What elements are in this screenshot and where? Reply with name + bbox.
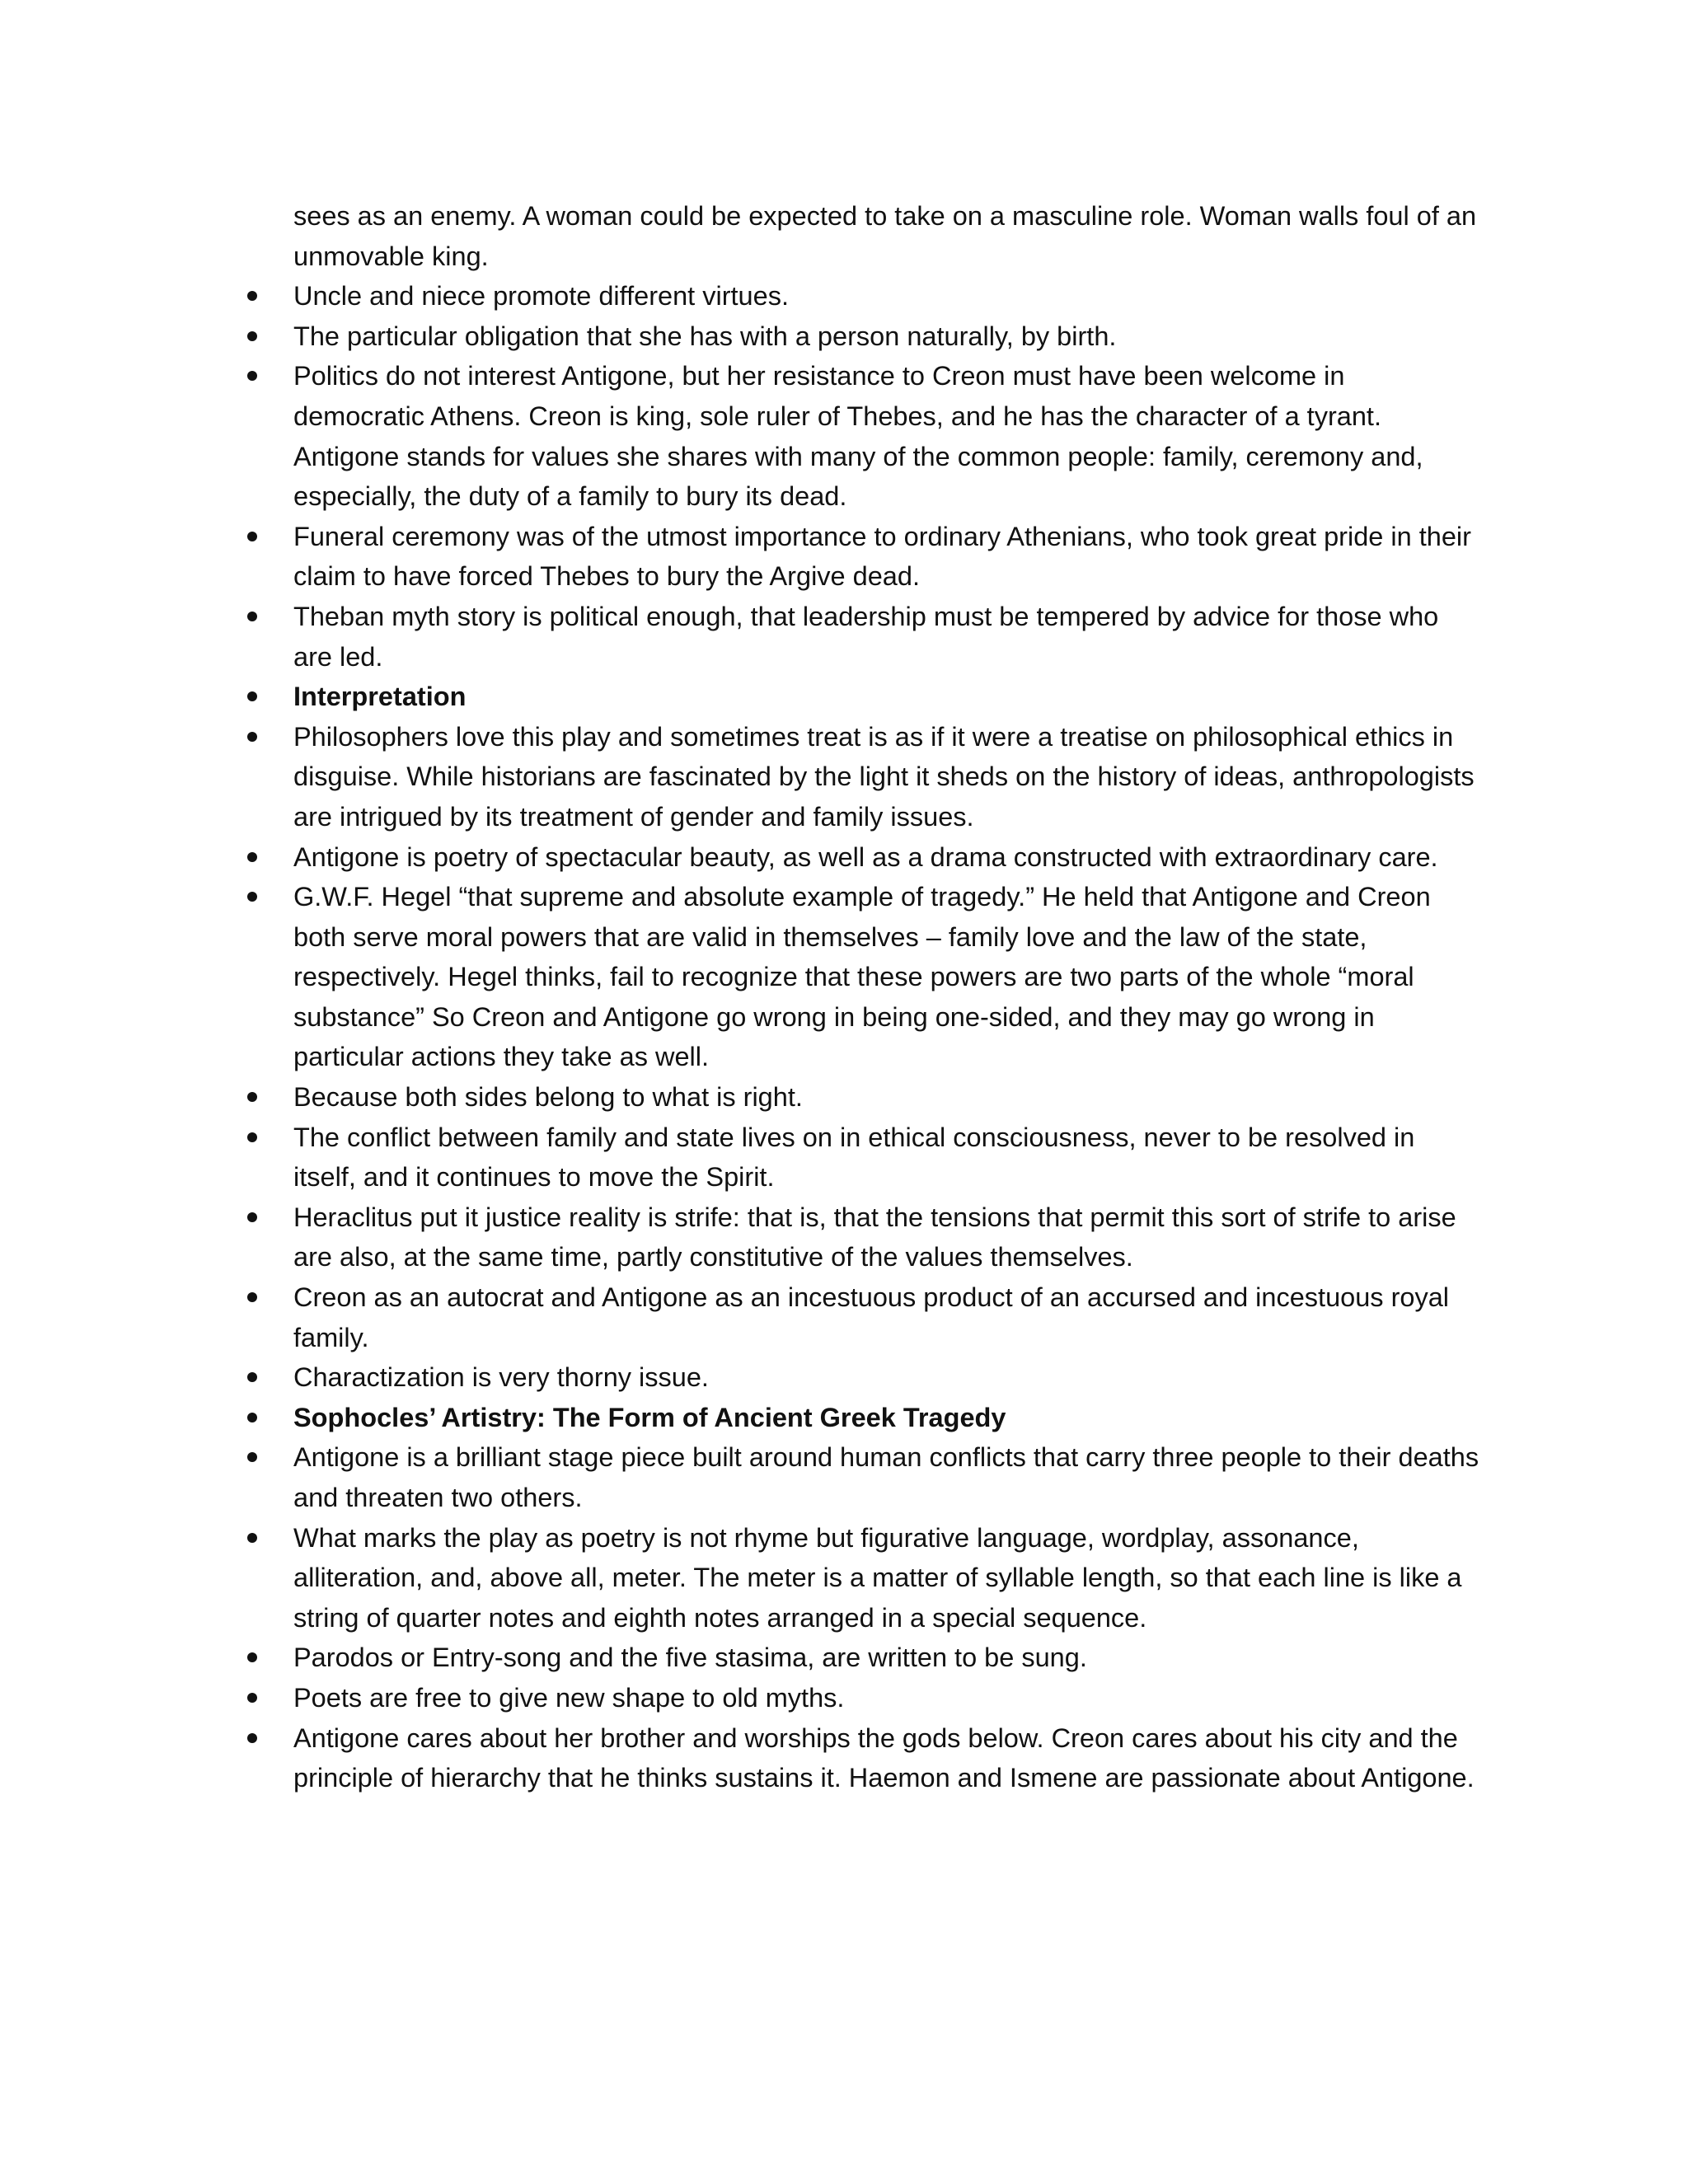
list-item: Parodos or Entry-song and the five stasima, are written to be sung. (293, 1638, 1480, 1678)
bullet-list (293, 276, 1480, 1798)
list-item: Funeral ceremony was of the utmost importance to ordinary Athenians, who took great pride in their claim to have forced Thebes to bury the Argive dead. (293, 517, 1480, 597)
list-item: The particular obligation that she has with a person naturally, by birth. (293, 316, 1480, 357)
list-item: Theban myth story is political enough, that leadership must be tempered by advice for those who are led. (293, 597, 1480, 677)
document-body (293, 196, 1480, 1798)
list-item: Because both sides belong to what is right. (293, 1077, 1480, 1118)
continuation-paragraph: sees as an enemy. A woman could be expected to take on a masculine role. Woman walls foul of an unmovable king. (293, 201, 1477, 271)
list-item: Politics do not interest Antigone, but her resistance to Creon must have been welcome in democratic Athens. Creon is king, sole ruler of Thebes, and he has the character of a tyrant. Antigone stands for values she shares with many of the common people: family, ceremony and, especially, the duty of a family to bury its dead. (293, 356, 1480, 516)
list-item: Philosophers love this play and sometimes treat is as if it were a treatise on philosophical ethics in disguise. While historians are fascinated by the light it sheds on the history of ideas, anthropologists are intrigued by its treatment of gender and family issues. (293, 717, 1480, 837)
list-item: Creon as an autocrat and Antigone as an incestuous product of an accursed and incestuous royal family. (293, 1277, 1480, 1357)
list-item: The conflict between family and state lives on in ethical consciousness, never to be resolved in itself, and it continues to move the Spirit. (293, 1118, 1480, 1197)
list-item: Heraclitus put it justice reality is strife: that is, that the tensions that permit this sort of strife to arise are also, at the same time, partly constitutive of the values themselves. (293, 1197, 1480, 1277)
list-item: G.W.F. Hegel “that supreme and absolute example of tragedy.” He held that Antigone and Creon both serve moral powers that are valid in themselves – family love and the law of the state, respectively. Hegel thinks, fail to recognize that these powers are two parts of the whole “moral substance” So Creon and Antigone go wrong in being one-sided, and they may go wrong in particular actions they take as well. (293, 877, 1480, 1077)
list-item: Charactization is very thorny issue. (293, 1357, 1480, 1398)
list-item: What marks the play as poetry is not rhyme but figurative language, wordplay, assonance, alliteration, and, above all, meter. The meter is a matter of syllable length, so that each line is like a string of quarter notes and eighth notes arranged in a special sequence. (293, 1518, 1480, 1638)
list-item: Antigone cares about her brother and worships the gods below. Creon cares about his city and the principle of hierarchy that he thinks sustains it. Haemon and Ismene are passionate about Antigone. (293, 1718, 1480, 1798)
list-item: Antigone is a brilliant stage piece built around human conflicts that carry three people to their deaths and threaten two others. (293, 1437, 1480, 1517)
list-item: Antigone is poetry of spectacular beauty, as well as a drama constructed with extraordinary care. (293, 837, 1480, 878)
section-heading-interpretation: Interpretation (293, 677, 1480, 717)
list-item: Poets are free to give new shape to old myths. (293, 1678, 1480, 1718)
list-item: Uncle and niece promote different virtues. (293, 276, 1480, 316)
section-heading-artistry: Sophocles’ Artistry: The Form of Ancient Greek Tragedy (293, 1398, 1480, 1438)
